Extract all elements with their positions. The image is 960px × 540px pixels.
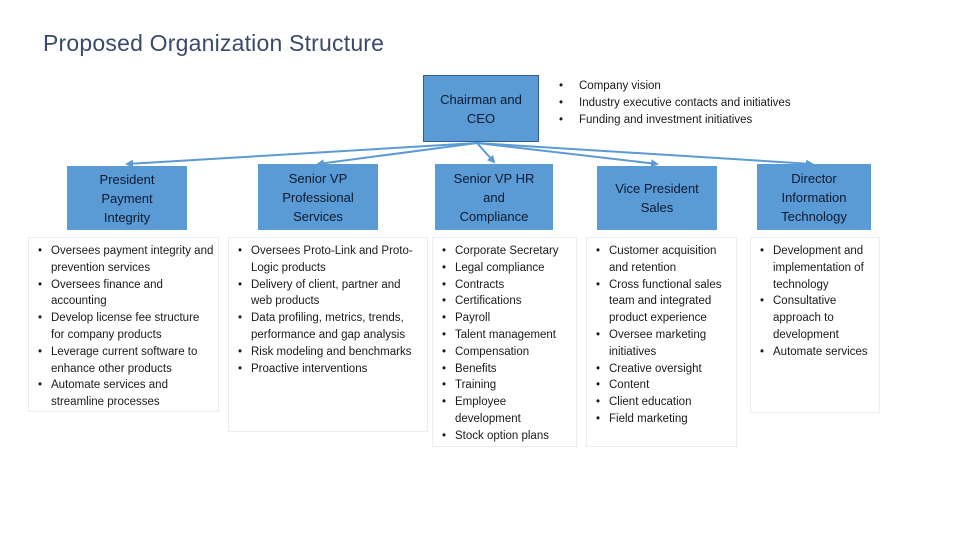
detail-bullet: • Oversees payment integrity and prevention services [33, 243, 214, 277]
connector-to-hr [477, 143, 494, 162]
detail-bullet: • Develop license fee structure for company products [33, 310, 214, 344]
detail-bullet: • Payroll [437, 310, 572, 327]
detail-bullet: • Legal compliance [437, 260, 572, 277]
ceo-bullet: • Funding and investment initiatives [553, 112, 791, 129]
role-box-senior-vp-hr-compliance [435, 164, 553, 230]
detail-bullet: • Delivery of client, partner and web products [233, 277, 423, 311]
detail-bullet: • Corporate Secretary [437, 243, 572, 260]
role-label: Director Information Technology [781, 170, 847, 224]
detail-bullet: • Talent management [437, 327, 572, 344]
detail-bullet: • Cross functional sales team and integrated product experience [591, 277, 732, 327]
detail-bullet: • Certifications [437, 293, 572, 310]
detail-bullet: • Compensation [437, 344, 572, 361]
detail-vice-president-sales [586, 237, 737, 447]
role-box-senior-vp-professional-services [258, 164, 378, 230]
role-box-president-payment-integrity [67, 166, 187, 230]
role-label: Senior VP HR and Compliance [453, 170, 535, 224]
ceo-label: Chairman and CEO [440, 91, 522, 126]
detail-bullet: • Development and implementation of technology [755, 243, 875, 293]
ceo-box [423, 75, 539, 142]
ceo-responsibilities [553, 78, 791, 129]
detail-bullet: • Leverage current software to enhance other products [33, 344, 214, 378]
detail-bullet: • Customer acquisition and retention [591, 243, 732, 277]
connector-to-professional-services [318, 143, 477, 164]
detail-bullet: • Oversee marketing initiatives [591, 327, 732, 361]
detail-bullet: • Oversees finance and accounting [33, 277, 214, 311]
detail-senior-vp-hr-compliance [432, 237, 577, 447]
detail-bullet: • Contracts [437, 277, 572, 294]
detail-bullet: • Oversees Proto-Link and Proto-Logic products [233, 243, 423, 277]
detail-bullet: • Stock option plans [437, 428, 572, 445]
detail-bullet: • Automate services and streamline processes [33, 377, 214, 411]
detail-bullet: • Data profiling, metrics, trends, performance and gap analysis [233, 310, 423, 344]
detail-bullet: • Creative oversight [591, 361, 732, 378]
detail-bullet: • Risk modeling and benchmarks [233, 344, 423, 361]
detail-bullet: • Employee development [437, 394, 572, 428]
role-label: President Payment Integrity [99, 171, 155, 225]
detail-president-payment-integrity [28, 237, 219, 412]
role-box-director-it [757, 164, 871, 230]
role-label: Senior VP Professional Services [282, 170, 354, 224]
page-title: Proposed Organization Structure [43, 30, 385, 56]
detail-bullet: • Content [591, 377, 732, 394]
detail-bullet: • Consultative approach to development [755, 293, 875, 343]
role-label: Vice President Sales [615, 181, 699, 215]
detail-director-it [750, 237, 880, 413]
detail-bullet: • Proactive interventions [233, 361, 423, 378]
ceo-bullet: • Industry executive contacts and initiatives [553, 95, 791, 112]
connector-to-president [127, 143, 477, 164]
detail-bullet: • Automate services [755, 344, 875, 361]
role-box-vice-president-sales [597, 166, 717, 230]
detail-bullet: • Training [437, 377, 572, 394]
ceo-bullet: • Company vision [553, 78, 791, 95]
detail-bullet: • Client education [591, 394, 732, 411]
detail-bullet: • Benefits [437, 361, 572, 378]
connector-to-it [477, 143, 812, 164]
detail-bullet: • Field marketing [591, 411, 732, 428]
detail-senior-vp-professional-services [228, 237, 428, 432]
